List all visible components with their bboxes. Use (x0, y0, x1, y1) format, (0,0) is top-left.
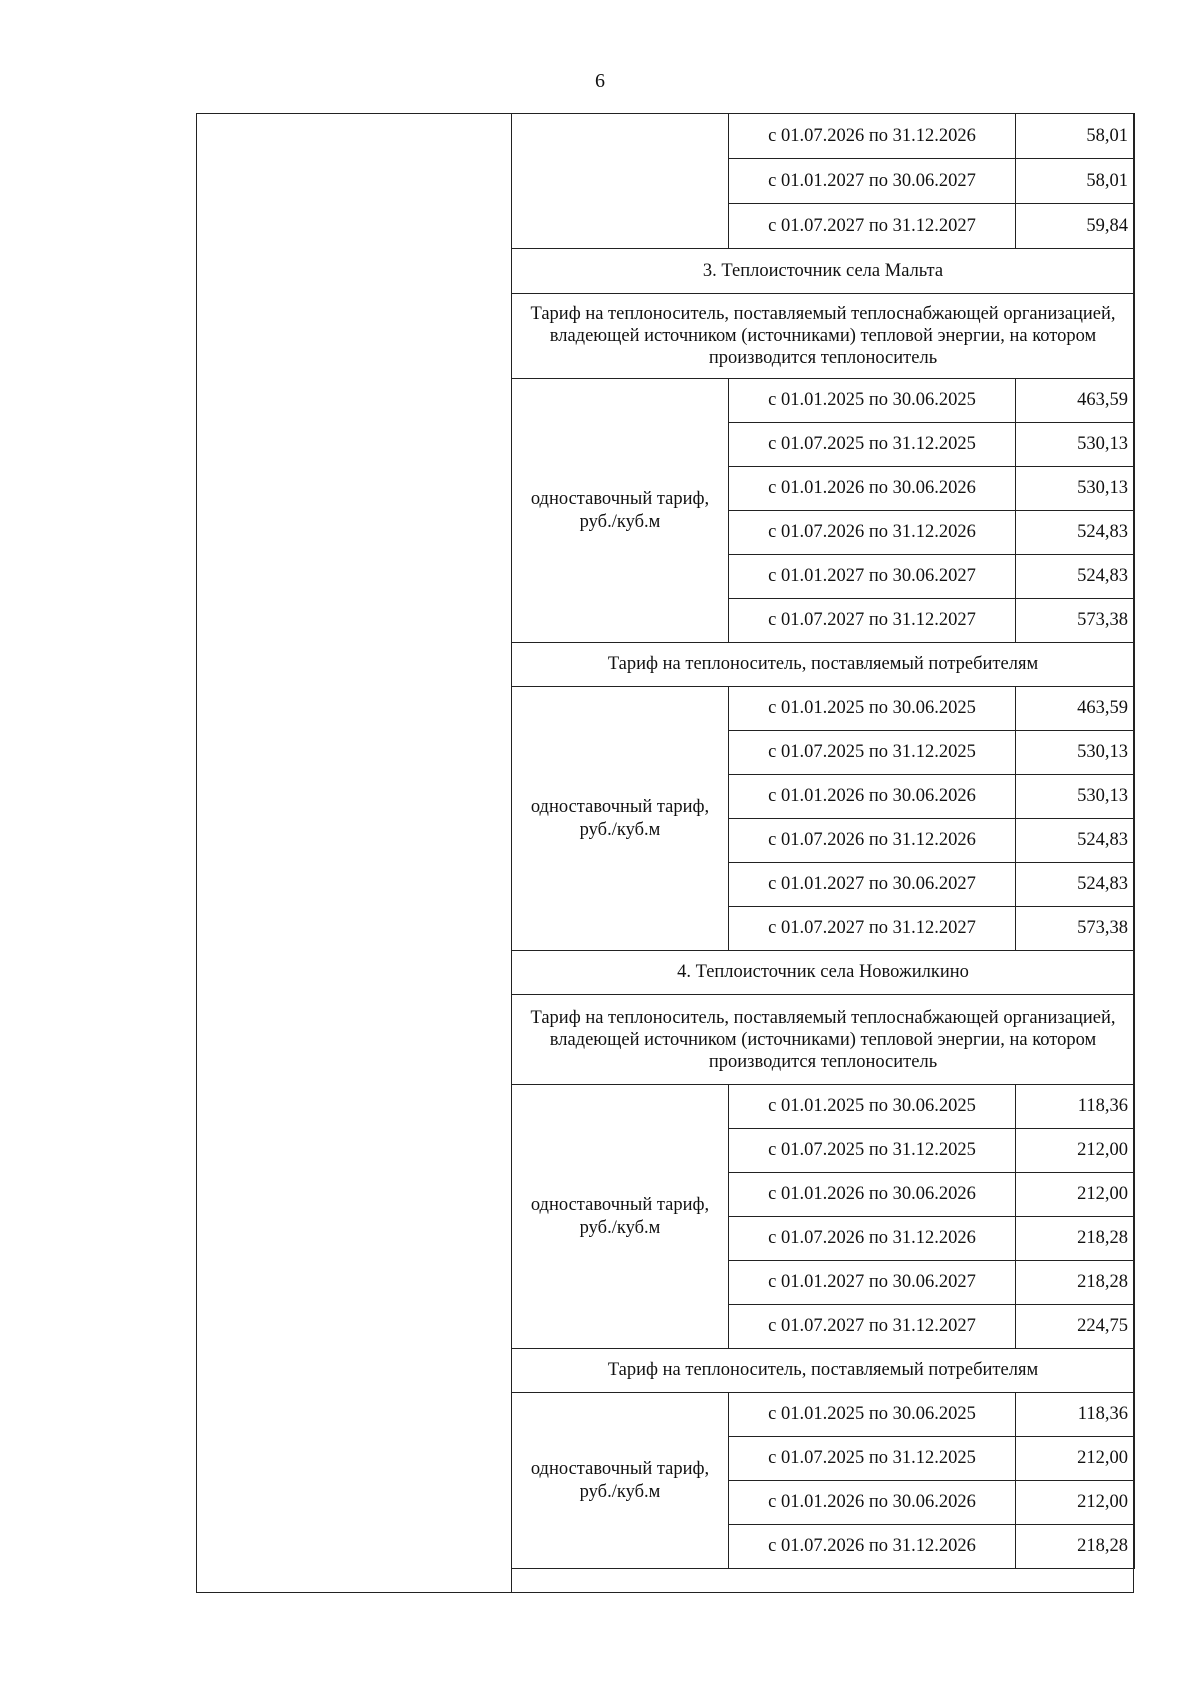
value-cell: 524,83 (1016, 555, 1135, 599)
period-cell: с 01.07.2027 по 31.12.2027 (729, 204, 1016, 249)
value-cell: 58,01 (1016, 114, 1135, 159)
period-cell: с 01.01.2025 по 30.06.2025 (729, 1085, 1016, 1129)
section-title-row (512, 249, 1135, 294)
table-row (512, 1393, 1135, 1437)
period-cell: с 01.07.2026 по 31.12.2026 (729, 1217, 1016, 1261)
period-cell: с 01.01.2025 по 30.06.2025 (729, 1393, 1016, 1437)
value-cell: 59,84 (1016, 204, 1135, 249)
period-cell: с 01.07.2026 по 31.12.2026 (729, 1525, 1016, 1569)
section-title: 4. Теплоисточник села Новожилкино (512, 951, 1135, 995)
tariff-table (511, 113, 1135, 1569)
table-row (512, 379, 1135, 423)
tariff-heading: Тариф на теплоноситель, поставляемый потребителям (512, 643, 1135, 687)
tariff-heading-row (512, 995, 1135, 1085)
tariff-heading-row (512, 1349, 1135, 1393)
section-title-row (512, 951, 1135, 995)
value-cell: 58,01 (1016, 159, 1135, 204)
period-cell: с 01.07.2027 по 31.12.2027 (729, 599, 1016, 643)
period-cell: с 01.01.2025 по 30.06.2025 (729, 687, 1016, 731)
value-cell: 224,75 (1016, 1305, 1135, 1349)
value-cell: 573,38 (1016, 907, 1135, 951)
tariff-heading-row (512, 643, 1135, 687)
period-cell: с 01.01.2027 по 30.06.2027 (729, 555, 1016, 599)
period-cell: с 01.01.2025 по 30.06.2025 (729, 379, 1016, 423)
param-cell-empty (512, 114, 729, 249)
table-row (512, 1085, 1135, 1129)
period-cell: с 01.07.2025 по 31.12.2025 (729, 731, 1016, 775)
value-cell: 218,28 (1016, 1525, 1135, 1569)
table-row (512, 687, 1135, 731)
param-cell: одноставочный тариф, руб./куб.м (512, 687, 729, 951)
period-cell: с 01.07.2027 по 31.12.2027 (729, 907, 1016, 951)
param-cell: одноставочный тариф, руб./куб.м (512, 1085, 729, 1349)
param-cell: одноставочный тариф, руб./куб.м (512, 379, 729, 643)
value-cell: 463,59 (1016, 379, 1135, 423)
section-title: 3. Теплоисточник села Мальта (512, 249, 1135, 294)
value-cell: 573,38 (1016, 599, 1135, 643)
value-cell: 524,83 (1016, 819, 1135, 863)
value-cell: 212,00 (1016, 1437, 1135, 1481)
period-cell: с 01.01.2026 по 30.06.2026 (729, 467, 1016, 511)
period-cell: с 01.07.2026 по 31.12.2026 (729, 114, 1016, 159)
tariff-heading: Тариф на теплоноситель, поставляемый теплоснабжающей организацией, владеющей источником (источниками) тепловой энергии, на котором производится теплоноситель (512, 294, 1135, 379)
period-cell: с 01.01.2026 по 30.06.2026 (729, 1481, 1016, 1525)
param-cell: одноставочный тариф, руб./куб.м (512, 1393, 729, 1569)
value-cell: 212,00 (1016, 1481, 1135, 1525)
period-cell: с 01.07.2026 по 31.12.2026 (729, 511, 1016, 555)
period-cell: с 01.07.2025 по 31.12.2025 (729, 423, 1016, 467)
period-cell: с 01.01.2027 по 30.06.2027 (729, 863, 1016, 907)
value-cell: 530,13 (1016, 731, 1135, 775)
value-cell: 118,36 (1016, 1393, 1135, 1437)
period-cell: с 01.07.2025 по 31.12.2025 (729, 1437, 1016, 1481)
value-cell: 212,00 (1016, 1173, 1135, 1217)
value-cell: 524,83 (1016, 511, 1135, 555)
value-cell: 218,28 (1016, 1261, 1135, 1305)
period-cell: с 01.01.2026 по 30.06.2026 (729, 775, 1016, 819)
period-cell: с 01.07.2026 по 31.12.2026 (729, 819, 1016, 863)
value-cell: 212,00 (1016, 1129, 1135, 1173)
period-cell: с 01.07.2027 по 31.12.2027 (729, 1305, 1016, 1349)
tariff-heading: Тариф на теплоноситель, поставляемый потребителям (512, 1349, 1135, 1393)
period-cell: с 01.01.2027 по 30.06.2027 (729, 159, 1016, 204)
page-number: 6 (595, 70, 605, 92)
value-cell: 118,36 (1016, 1085, 1135, 1129)
table-row (512, 114, 1135, 159)
period-cell: с 01.01.2026 по 30.06.2026 (729, 1173, 1016, 1217)
value-cell: 463,59 (1016, 687, 1135, 731)
value-cell: 524,83 (1016, 863, 1135, 907)
period-cell: с 01.01.2027 по 30.06.2027 (729, 1261, 1016, 1305)
value-cell: 530,13 (1016, 467, 1135, 511)
tariff-heading: Тариф на теплоноситель, поставляемый теплоснабжающей организацией, владеющей источником (источниками) тепловой энергии, на котором производится теплоноситель (512, 995, 1135, 1085)
tariff-heading-row (512, 294, 1135, 379)
value-cell: 530,13 (1016, 423, 1135, 467)
value-cell: 218,28 (1016, 1217, 1135, 1261)
value-cell: 530,13 (1016, 775, 1135, 819)
period-cell: с 01.07.2025 по 31.12.2025 (729, 1129, 1016, 1173)
